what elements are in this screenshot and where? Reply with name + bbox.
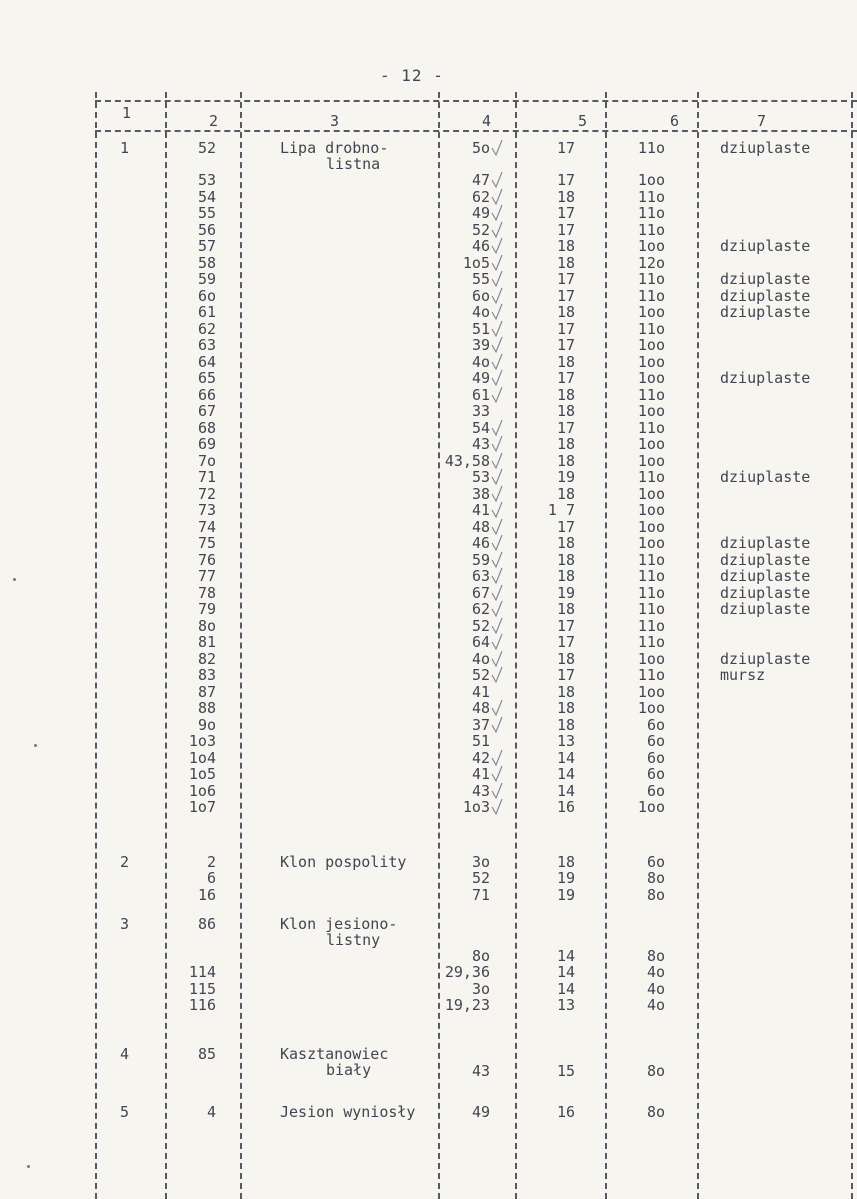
tree-number: 79	[197, 600, 216, 618]
age-value: 1oo	[637, 237, 665, 255]
diameter-value: 52	[471, 666, 490, 684]
remarks: dziuplaste	[720, 237, 811, 255]
age-value: 11o	[637, 666, 665, 684]
age-value: 11o	[637, 584, 665, 602]
height-value: 18	[556, 188, 575, 206]
height-value: 18	[556, 567, 575, 585]
check-mark-icon	[491, 369, 503, 387]
height-value: 17	[556, 221, 575, 239]
column-divider	[605, 92, 607, 1199]
species-name-continued: listny	[326, 931, 381, 949]
diameter-value: 46	[471, 534, 490, 552]
remarks: mursz	[720, 666, 766, 684]
tree-number: 9o	[197, 716, 216, 734]
age-value: 1oo	[637, 171, 665, 189]
column-divider	[165, 92, 167, 1199]
diameter-value: 55	[471, 270, 490, 288]
check-mark-icon	[491, 501, 503, 519]
age-value: 11o	[637, 386, 665, 404]
column-header-1: 1	[122, 104, 132, 122]
height-value: 18	[556, 853, 575, 871]
diameter-value: 39	[471, 336, 490, 354]
diameter-value: 51	[471, 320, 490, 338]
age-value: 1oo	[637, 485, 665, 503]
height-value: 13	[556, 732, 575, 750]
check-mark-icon	[491, 139, 503, 157]
height-value: 14	[556, 980, 575, 998]
remarks: dziuplaste	[720, 139, 811, 157]
column-divider	[438, 92, 440, 1199]
tree-number: 1o4	[188, 749, 216, 767]
margin-speck	[34, 744, 37, 747]
tree-number: 1o5	[188, 765, 216, 783]
tree-number: 76	[197, 551, 216, 569]
height-value: 17	[556, 270, 575, 288]
diameter-value: 47	[471, 171, 490, 189]
tree-number: 71	[197, 468, 216, 486]
age-value: 11o	[637, 617, 665, 635]
diameter-value: 8o	[471, 947, 490, 965]
remarks: dziuplaste	[720, 551, 811, 569]
check-mark-icon	[491, 336, 503, 354]
column-divider	[515, 92, 517, 1199]
tree-number: 88	[197, 699, 216, 717]
tree-number: 73	[197, 501, 216, 519]
table-top-border	[95, 100, 857, 102]
diameter-value: 43,58	[444, 452, 490, 470]
tree-number: 7o	[197, 452, 216, 470]
diameter-value: 67	[471, 584, 490, 602]
diameter-value: 61	[471, 386, 490, 404]
tree-number: 1o7	[188, 798, 216, 816]
age-value: 1oo	[637, 452, 665, 470]
tree-number: 61	[197, 303, 216, 321]
height-value: 18	[556, 353, 575, 371]
remarks: dziuplaste	[720, 584, 811, 602]
remarks: dziuplaste	[720, 303, 811, 321]
check-mark-icon	[491, 633, 503, 651]
age-value: 1oo	[637, 699, 665, 717]
age-value: 1oo	[637, 369, 665, 387]
height-value: 17	[556, 419, 575, 437]
height-value: 17	[556, 139, 575, 157]
height-value: 17	[556, 204, 575, 222]
age-value: 1oo	[637, 518, 665, 536]
remarks: dziuplaste	[720, 650, 811, 668]
height-value: 14	[556, 947, 575, 965]
height-value: 18	[556, 452, 575, 470]
tree-number: 16	[197, 886, 216, 904]
tree-number: 59	[197, 270, 216, 288]
age-value: 11o	[637, 633, 665, 651]
tree-number: 6	[206, 869, 216, 887]
height-value: 18	[556, 600, 575, 618]
diameter-value: 48	[471, 699, 490, 717]
height-value: 14	[556, 749, 575, 767]
tree-number: 66	[197, 386, 216, 404]
diameter-value: 42	[471, 749, 490, 767]
tree-number: 78	[197, 584, 216, 602]
diameter-value: 37	[471, 716, 490, 734]
tree-number: 53	[197, 171, 216, 189]
diameter-value: 1o5	[462, 254, 490, 272]
height-value: 18	[556, 254, 575, 272]
diameter-value: 33	[471, 402, 490, 420]
height-value: 18	[556, 716, 575, 734]
age-value: 1oo	[637, 435, 665, 453]
check-mark-icon	[491, 798, 503, 816]
diameter-value: 4o	[471, 650, 490, 668]
tree-number: 57	[197, 237, 216, 255]
column-header-2: 2	[209, 112, 219, 130]
tree-number: 1o6	[188, 782, 216, 800]
tree-number: 67	[197, 402, 216, 420]
diameter-value: 6o	[471, 287, 490, 305]
tree-number: 116	[188, 996, 216, 1014]
height-value: 17	[556, 633, 575, 651]
height-value: 1 7	[547, 501, 575, 519]
check-mark-icon	[491, 716, 503, 734]
age-value: 11o	[637, 188, 665, 206]
remarks: dziuplaste	[720, 567, 811, 585]
age-value: 1oo	[637, 353, 665, 371]
species-name-continued: biały	[326, 1061, 372, 1079]
height-value: 18	[556, 534, 575, 552]
age-value: 1oo	[637, 683, 665, 701]
remarks: dziuplaste	[720, 468, 811, 486]
age-value: 8o	[646, 886, 665, 904]
age-value: 6o	[646, 765, 665, 783]
diameter-value: 4o	[471, 303, 490, 321]
age-value: 1oo	[637, 650, 665, 668]
diameter-value: 54	[471, 419, 490, 437]
height-value: 16	[556, 798, 575, 816]
species-name: Klon jesiono-	[280, 915, 398, 933]
check-mark-icon	[491, 204, 503, 222]
column-divider	[240, 92, 242, 1199]
age-value: 1oo	[637, 402, 665, 420]
age-value: 4o	[646, 996, 665, 1014]
diameter-value: 62	[471, 600, 490, 618]
tree-number: 83	[197, 666, 216, 684]
group-number: 2	[120, 853, 130, 871]
column-divider	[851, 92, 853, 1199]
height-value: 15	[556, 1062, 575, 1080]
check-mark-icon	[491, 666, 503, 684]
tree-number: 77	[197, 567, 216, 585]
tree-number: 2	[206, 853, 216, 871]
height-value: 17	[556, 369, 575, 387]
diameter-value: 48	[471, 518, 490, 536]
age-value: 11o	[637, 567, 665, 585]
age-value: 11o	[637, 204, 665, 222]
tree-number: 81	[197, 633, 216, 651]
column-header-6: 6	[670, 112, 680, 130]
group-number: 1	[120, 139, 130, 157]
tree-number: 87	[197, 683, 216, 701]
diameter-value: 1o3	[462, 798, 490, 816]
age-value: 1oo	[637, 303, 665, 321]
check-mark-icon	[491, 303, 503, 321]
remarks: dziuplaste	[720, 600, 811, 618]
group-number: 3	[120, 915, 130, 933]
age-value: 1oo	[637, 798, 665, 816]
column-header-7: 7	[757, 112, 767, 130]
column-divider	[95, 92, 97, 1199]
tree-number: 82	[197, 650, 216, 668]
check-mark-icon	[491, 567, 503, 585]
check-mark-icon	[491, 435, 503, 453]
age-value: 1oo	[637, 534, 665, 552]
height-value: 17	[556, 171, 575, 189]
diameter-value: 49	[471, 1103, 490, 1121]
diameter-value: 53	[471, 468, 490, 486]
height-value: 18	[556, 303, 575, 321]
column-divider	[697, 92, 699, 1199]
height-value: 18	[556, 237, 575, 255]
margin-speck	[27, 1165, 30, 1168]
height-value: 17	[556, 518, 575, 536]
height-value: 14	[556, 963, 575, 981]
column-header-5: 5	[578, 112, 588, 130]
check-mark-icon	[491, 386, 503, 404]
age-value: 12o	[637, 254, 665, 272]
height-value: 16	[556, 1103, 575, 1121]
height-value: 18	[556, 435, 575, 453]
height-value: 18	[556, 699, 575, 717]
diameter-value: 52	[471, 221, 490, 239]
height-value: 13	[556, 996, 575, 1014]
column-header-4: 4	[482, 112, 492, 130]
species-name: Klon pospolity	[280, 853, 407, 871]
height-value: 19	[556, 869, 575, 887]
check-mark-icon	[491, 600, 503, 618]
height-value: 18	[556, 551, 575, 569]
diameter-value: 46	[471, 237, 490, 255]
age-value: 11o	[637, 221, 665, 239]
age-value: 8o	[646, 1103, 665, 1121]
diameter-value: 49	[471, 369, 490, 387]
age-value: 6o	[646, 732, 665, 750]
remarks: dziuplaste	[720, 369, 811, 387]
diameter-value: 29,36	[444, 963, 490, 981]
diameter-value: 43	[471, 1062, 490, 1080]
check-mark-icon	[491, 765, 503, 783]
tree-number: 68	[197, 419, 216, 437]
age-value: 8o	[646, 947, 665, 965]
height-value: 18	[556, 650, 575, 668]
remarks: dziuplaste	[720, 534, 811, 552]
age-value: 8o	[646, 1062, 665, 1080]
age-value: 4o	[646, 963, 665, 981]
tree-number: 52	[197, 139, 216, 157]
height-value: 17	[556, 336, 575, 354]
height-value: 18	[556, 386, 575, 404]
diameter-value: 41	[471, 765, 490, 783]
age-value: 11o	[637, 139, 665, 157]
group-number: 4	[120, 1045, 130, 1063]
tree-number: 69	[197, 435, 216, 453]
age-value: 11o	[637, 320, 665, 338]
height-value: 14	[556, 782, 575, 800]
tree-number: 62	[197, 320, 216, 338]
height-value: 17	[556, 287, 575, 305]
diameter-value: 51	[471, 732, 490, 750]
diameter-value: 38	[471, 485, 490, 503]
diameter-value: 3o	[471, 853, 490, 871]
tree-number: 56	[197, 221, 216, 239]
tree-number: 72	[197, 485, 216, 503]
height-value: 18	[556, 402, 575, 420]
diameter-value: 49	[471, 204, 490, 222]
check-mark-icon	[491, 237, 503, 255]
height-value: 17	[556, 666, 575, 684]
check-mark-icon	[491, 534, 503, 552]
age-value: 6o	[646, 749, 665, 767]
check-mark-icon	[491, 699, 503, 717]
age-value: 4o	[646, 980, 665, 998]
species-name-continued: listna	[326, 155, 381, 173]
header-separator	[95, 130, 857, 132]
group-number: 5	[120, 1103, 130, 1121]
diameter-value: 59	[471, 551, 490, 569]
height-value: 18	[556, 485, 575, 503]
diameter-value: 62	[471, 188, 490, 206]
tree-number: 6o	[197, 287, 216, 305]
height-value: 18	[556, 683, 575, 701]
diameter-value: 43	[471, 435, 490, 453]
species-name: Jesion wyniosły	[280, 1103, 416, 1121]
age-value: 6o	[646, 853, 665, 871]
diameter-value: 3o	[471, 980, 490, 998]
tree-number: 115	[188, 980, 216, 998]
age-value: 11o	[637, 419, 665, 437]
height-value: 19	[556, 468, 575, 486]
tree-number: 114	[188, 963, 216, 981]
tree-number: 75	[197, 534, 216, 552]
check-mark-icon	[491, 171, 503, 189]
column-header-3: 3	[330, 112, 340, 130]
age-value: 11o	[637, 270, 665, 288]
tree-number: 63	[197, 336, 216, 354]
height-value: 17	[556, 617, 575, 635]
diameter-value: 19,23	[444, 996, 490, 1014]
age-value: 6o	[646, 716, 665, 734]
tree-number: 65	[197, 369, 216, 387]
age-value: 6o	[646, 782, 665, 800]
tree-number: 74	[197, 518, 216, 536]
age-value: 8o	[646, 869, 665, 887]
tree-number: 55	[197, 204, 216, 222]
diameter-value: 41	[471, 683, 490, 701]
height-value: 19	[556, 886, 575, 904]
tree-number: 64	[197, 353, 216, 371]
tree-number: 85	[197, 1045, 216, 1063]
check-mark-icon	[491, 270, 503, 288]
diameter-value: 5o	[471, 139, 490, 157]
margin-speck	[13, 578, 16, 581]
height-value: 14	[556, 765, 575, 783]
tree-number: 86	[197, 915, 216, 933]
tree-number: 1o3	[188, 732, 216, 750]
diameter-value: 4o	[471, 353, 490, 371]
species-name: Kasztanowiec	[280, 1045, 389, 1063]
diameter-value: 43	[471, 782, 490, 800]
diameter-value: 41	[471, 501, 490, 519]
height-value: 19	[556, 584, 575, 602]
check-mark-icon	[491, 468, 503, 486]
tree-number: 4	[206, 1103, 216, 1121]
diameter-value: 52	[471, 617, 490, 635]
height-value: 17	[556, 320, 575, 338]
tree-number: 8o	[197, 617, 216, 635]
remarks: dziuplaste	[720, 287, 811, 305]
species-name: Lipa drobno-	[280, 139, 389, 157]
remarks: dziuplaste	[720, 270, 811, 288]
diameter-value: 52	[471, 869, 490, 887]
diameter-value: 71	[471, 886, 490, 904]
age-value: 11o	[637, 551, 665, 569]
tree-number: 54	[197, 188, 216, 206]
age-value: 1oo	[637, 501, 665, 519]
age-value: 11o	[637, 468, 665, 486]
age-value: 1oo	[637, 336, 665, 354]
diameter-value: 64	[471, 633, 490, 651]
tree-number: 58	[197, 254, 216, 272]
page-number: - 12 -	[380, 66, 444, 85]
age-value: 11o	[637, 600, 665, 618]
diameter-value: 63	[471, 567, 490, 585]
age-value: 11o	[637, 287, 665, 305]
